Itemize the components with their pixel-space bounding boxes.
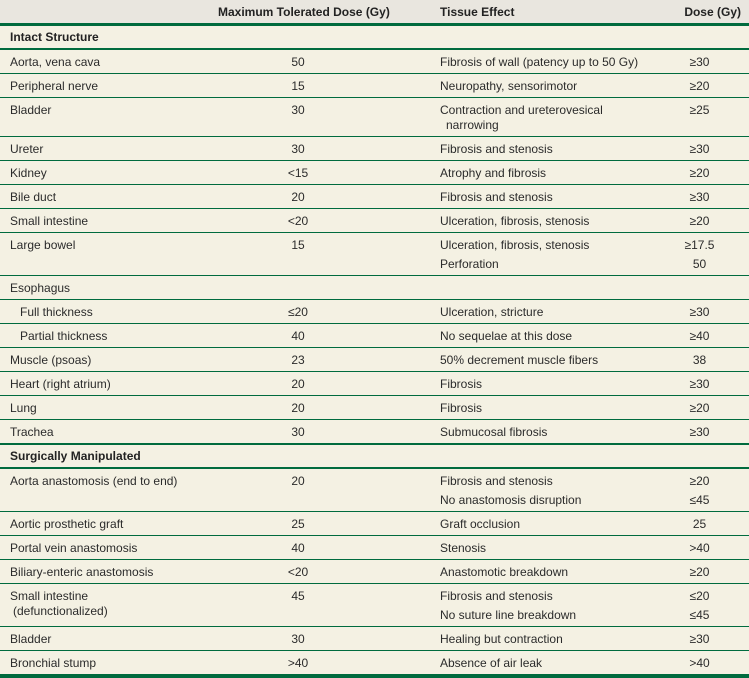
tissue-effect-text: Fibrosis [440, 377, 483, 391]
subheader-row [0, 276, 749, 300]
structure-name: Ureter [10, 142, 44, 156]
tissue-effect-text: Submucosal fibrosis [440, 425, 548, 439]
dose-cell [660, 324, 749, 347]
tissue-effect-text: Perforation [440, 257, 499, 271]
tissue-effect-text: Graft occlusion [440, 517, 521, 531]
tissue-effect-text: Fibrosis and stenosis [440, 190, 553, 204]
tissue-effect-cell [440, 324, 660, 347]
max-tolerated-dose-cell: <20 [287, 565, 309, 579]
max-tolerated-dose-cell: ≤20 [288, 305, 308, 319]
tissue-effect-text: Ulceration, stricture [440, 305, 544, 319]
structure-name-cell [0, 137, 218, 160]
max-tolerated-dose-cell: 20 [291, 190, 305, 204]
structure-name-cell [0, 396, 218, 419]
table-row [0, 74, 749, 98]
dose-value: ≥20 [689, 474, 710, 488]
tissue-effect-text: 50% decrement muscle fibers [440, 353, 599, 367]
structure-name-cell [0, 50, 218, 73]
max-tolerated-dose-cell: 15 [291, 238, 305, 252]
dose-value: ≥20 [689, 214, 710, 228]
structure-name: Partial thickness [20, 329, 108, 343]
structure-name: Bile duct [10, 190, 57, 204]
section-header: Surgically Manipulated [0, 444, 749, 469]
tissue-effect-cell [440, 161, 660, 184]
section-rows [0, 469, 749, 675]
dose-cell [660, 348, 749, 371]
tissue-effect-text: Ulceration, fibrosis, stenosis [440, 238, 590, 252]
tissue-effect-cell [440, 348, 660, 371]
max-tolerated-dose-cell: 23 [291, 353, 305, 367]
max-tolerated-dose-cell: 30 [291, 632, 305, 646]
dose-cell [660, 137, 749, 160]
dose-value: ≥40 [689, 329, 710, 343]
structure-name: Bladder [10, 632, 52, 646]
column-header-row [0, 0, 749, 26]
dose-value: ≥30 [689, 377, 710, 391]
dose-cell [660, 300, 749, 323]
structure-name: Small intestine [10, 214, 89, 228]
structure-name-cell [0, 627, 218, 650]
tissue-effect-cell [440, 276, 660, 284]
dose-cell [660, 161, 749, 184]
dose-value: 25 [692, 517, 707, 531]
dose-cell [660, 276, 749, 284]
structure-name: Esophagus [10, 281, 71, 295]
dose-cell [660, 560, 749, 583]
structure-name: Heart (right atrium) [10, 377, 111, 391]
max-tolerated-dose-cell: 40 [291, 329, 305, 343]
table-row [0, 396, 749, 420]
tissue-effect-cell [440, 560, 660, 583]
structure-name-cell [0, 560, 218, 583]
dose-value: ≥30 [689, 190, 710, 204]
table-row [0, 536, 749, 560]
table-row [0, 420, 749, 444]
table-section [0, 444, 749, 675]
tissue-effect-cell [440, 185, 660, 208]
structure-name-cell [0, 372, 218, 395]
section-header: Intact Structure [0, 26, 749, 50]
tissue-effect-cell [440, 74, 660, 97]
table-row [0, 560, 749, 584]
column-header-structure-empty [0, 0, 218, 8]
max-tolerated-dose-cell: 45 [291, 589, 305, 603]
max-tolerated-dose-cell: 25 [291, 517, 305, 531]
max-tolerated-dose-cell: 30 [291, 103, 305, 117]
dose-value: ≥25 [689, 103, 710, 117]
dose-value: 50 [692, 257, 707, 271]
max-tolerated-dose-cell: <15 [287, 166, 309, 180]
structure-name-cell [0, 233, 218, 256]
tissue-effect-text: No suture line breakdown [440, 608, 577, 622]
table-row [0, 324, 749, 348]
structure-name-cell [0, 420, 218, 443]
dose-cell [660, 469, 749, 511]
dose-value: ≥17.5 [684, 238, 715, 252]
max-tolerated-dose-cell: >40 [287, 656, 309, 670]
tissue-effect-cell [440, 396, 660, 419]
dose-cell [660, 50, 749, 73]
table-row [0, 50, 749, 74]
max-tolerated-dose-cell: 15 [291, 79, 305, 93]
structure-name-cell [0, 512, 218, 535]
dose-value: ≥20 [689, 166, 710, 180]
tissue-effect-cell [440, 584, 660, 626]
tissue-effect-cell [440, 137, 660, 160]
dose-cell [660, 233, 749, 275]
structure-name: Kidney [10, 166, 47, 180]
structure-name-cell [0, 209, 218, 232]
table-row [0, 98, 749, 137]
dose-cell [660, 372, 749, 395]
tissue-effect-text: Fibrosis and stenosis [440, 474, 553, 488]
tissue-effect-text: No anastomosis disruption [440, 493, 582, 507]
tissue-effect-cell [440, 98, 660, 136]
table-row [0, 512, 749, 536]
table-row [0, 651, 749, 675]
structure-name: Full thickness [20, 305, 93, 319]
tissue-effect-cell [440, 536, 660, 559]
table-row [0, 137, 749, 161]
structure-name: Trachea [10, 425, 54, 439]
dose-value: >40 [689, 656, 710, 670]
dose-value: ≥30 [689, 55, 710, 69]
max-tolerated-dose-cell: 20 [291, 377, 305, 391]
tissue-effect-cell [440, 233, 660, 275]
section-rows [0, 50, 749, 444]
dose-cell [660, 512, 749, 535]
dose-cell [660, 651, 749, 674]
tissue-effect-text: No sequelae at this dose [440, 329, 573, 343]
structure-name-cell [0, 161, 218, 184]
tissue-effect-text: Atrophy and fibrosis [440, 166, 547, 180]
tissue-effect-cell [440, 372, 660, 395]
max-tolerated-dose-cell: 40 [291, 541, 305, 555]
tissue-effect-cell [440, 651, 660, 674]
structure-name-cell [0, 74, 218, 97]
column-header-max-tolerated-dose: Maximum Tolerated Dose (Gy) [218, 5, 390, 19]
tissue-effect-text: Fibrosis and stenosis [440, 142, 553, 156]
max-tolerated-dose-cell [218, 276, 440, 284]
tissue-effect-text: Ulceration, fibrosis, stenosis [440, 214, 590, 228]
table-row [0, 209, 749, 233]
structure-name-cell [0, 185, 218, 208]
dose-value: ≤45 [689, 493, 710, 507]
tissue-effect-text: Absence of air leak [440, 656, 543, 670]
structure-name-cell [0, 98, 218, 121]
structure-name-cell [0, 276, 218, 299]
dose-value: ≥30 [689, 142, 710, 156]
structure-name-cell [0, 536, 218, 559]
column-header-tissue-effect: Tissue Effect [440, 5, 515, 19]
structure-name: Aorta anastomosis (end to end) [10, 474, 178, 488]
table-row [0, 348, 749, 372]
table-row [0, 627, 749, 651]
tissue-effect-cell [440, 300, 660, 323]
structure-name-line2: (defunctionalized) [13, 604, 108, 618]
tissue-effect-text: Neuropathy, sensorimotor [440, 79, 578, 93]
structure-name: Small intestine [10, 589, 89, 603]
structure-name: Bladder [10, 103, 52, 117]
dose-value: ≤20 [689, 589, 710, 603]
structure-name-cell [0, 300, 218, 323]
table-row [0, 372, 749, 396]
max-tolerated-dose-cell: 20 [291, 401, 305, 415]
table-row [0, 161, 749, 185]
tissue-effect-text: Fibrosis [440, 401, 483, 415]
column-header-dose: Dose (Gy) [684, 5, 741, 19]
table-section [0, 26, 749, 444]
table-body [0, 26, 749, 675]
dose-cell [660, 420, 749, 443]
dose-cell [660, 209, 749, 232]
tissue-effect-text: Contraction and ureterovesical narrowing [440, 103, 603, 132]
structure-name: Lung [10, 401, 37, 415]
structure-name-cell [0, 469, 218, 492]
dose-value: ≥20 [689, 79, 710, 93]
structure-name-cell [0, 348, 218, 371]
max-tolerated-dose-cell: <20 [287, 214, 309, 228]
structure-name: Aorta, vena cava [10, 55, 101, 69]
dose-value: ≥20 [689, 401, 710, 415]
dose-cell [660, 396, 749, 419]
structure-name: Bronchial stump [10, 656, 97, 670]
structure-name-cell [0, 584, 218, 622]
table-row [0, 300, 749, 324]
dose-value: ≥20 [689, 565, 710, 579]
tissue-effect-cell [440, 469, 660, 511]
max-tolerated-dose-cell: 30 [291, 425, 305, 439]
structure-name: Muscle (psoas) [10, 353, 92, 367]
dose-cell [660, 584, 749, 626]
dose-value: ≥30 [689, 632, 710, 646]
table-row [0, 233, 749, 276]
tissue-effect-text: Stenosis [440, 541, 487, 555]
tissue-effect-text: Anastomotic breakdown [440, 565, 569, 579]
dose-value: >40 [689, 541, 710, 555]
structure-name: Large bowel [10, 238, 76, 252]
tissue-effect-cell [440, 209, 660, 232]
table-row [0, 469, 749, 512]
max-tolerated-dose-cell: 30 [291, 142, 305, 156]
tissue-effect-text: Fibrosis of wall (patency up to 50 Gy) [440, 55, 639, 69]
tissue-effect-text: Fibrosis and stenosis [440, 589, 553, 603]
tissue-effect-cell [440, 420, 660, 443]
structure-name: Peripheral nerve [10, 79, 99, 93]
table-row [0, 584, 749, 627]
structure-name-cell [0, 651, 218, 674]
structure-name: Portal vein anastomosis [10, 541, 138, 555]
structure-name-cell [0, 324, 218, 347]
table-row [0, 185, 749, 209]
dose-cell [660, 98, 749, 121]
max-tolerated-dose-cell: 50 [291, 55, 305, 69]
dose-value: ≥30 [689, 305, 710, 319]
dose-value: 38 [692, 353, 707, 367]
tissue-effect-text: Healing but contraction [440, 632, 563, 646]
dose-cell [660, 185, 749, 208]
tissue-effect-cell [440, 50, 660, 73]
max-tolerated-dose-cell: 20 [291, 474, 305, 488]
dose-cell [660, 74, 749, 97]
dose-value: ≤45 [689, 608, 710, 622]
structure-name: Aortic prosthetic graft [10, 517, 124, 531]
tissue-effect-cell [440, 512, 660, 535]
dose-value: ≥30 [689, 425, 710, 439]
tissue-effect-cell [440, 627, 660, 650]
structure-name: Biliary-enteric anastomosis [10, 565, 154, 579]
dose-cell [660, 536, 749, 559]
dose-cell [660, 627, 749, 650]
